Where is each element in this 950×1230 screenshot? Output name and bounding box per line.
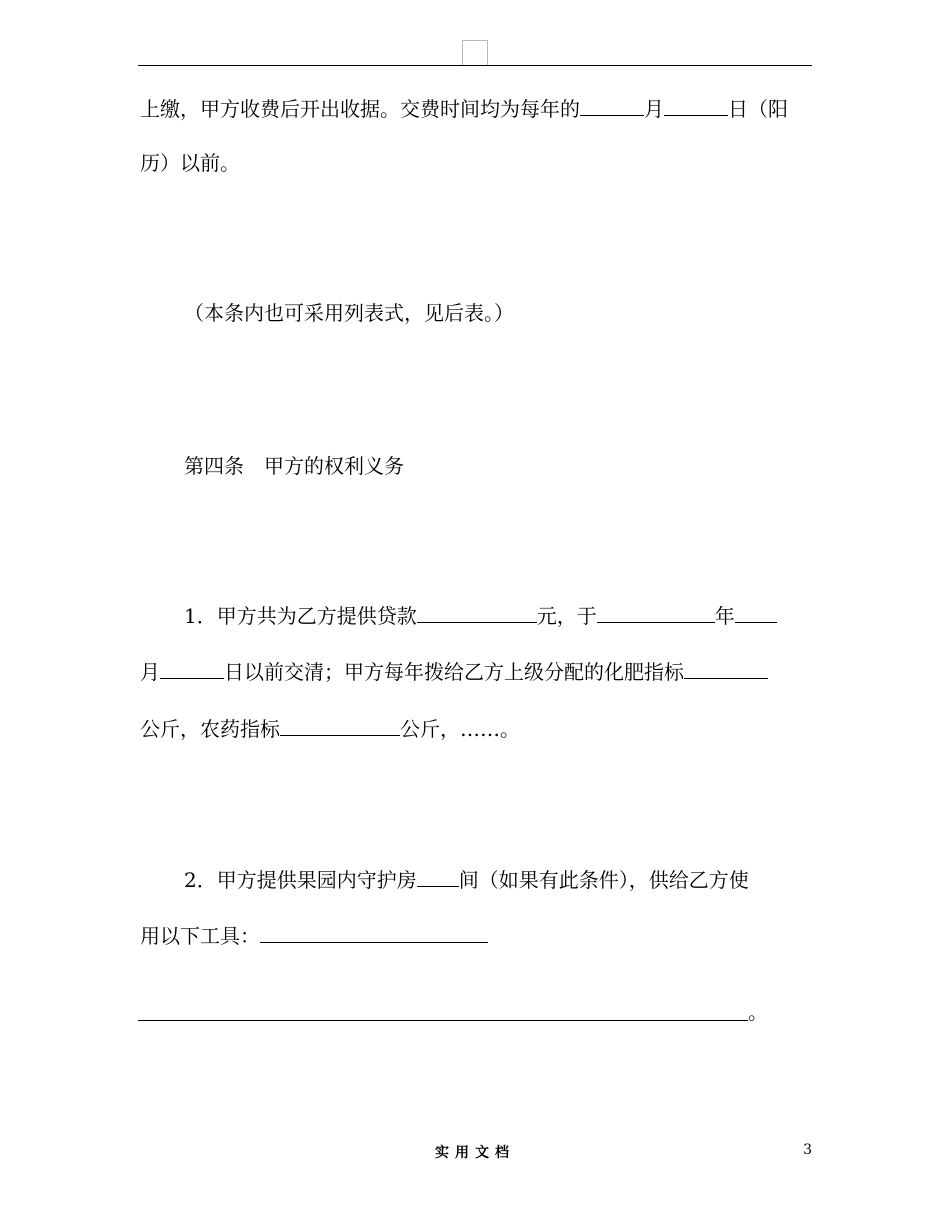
tools-long-blank [138,1020,748,1021]
tools-text: 用以下工具： [140,924,260,948]
note-text: （本条内也可采用列表式，见后表。） [184,301,514,325]
payment-text-cont: 历）以前。 [140,151,240,175]
loan-text: 1．甲方共为乙方提供贷款 [184,604,417,628]
day-blank [664,93,728,116]
month-blank [580,93,644,116]
loan-amount-blank [417,600,537,623]
rooms-blank [417,864,459,887]
article-four-title: 第四条 甲方的权利义务 [184,454,404,478]
guardhouse-rest: 间（如果有此条件），供给乙方使 [458,868,749,892]
item-two-line2 [140,920,812,950]
fertilizer-blank [684,656,768,679]
note-line [184,299,856,327]
fertilizer-text: 日以前交清；甲方每年拨给乙方上级分配的化肥指标 [224,660,684,684]
footer-label: 实用文档 [435,1145,515,1161]
paragraph-payment-cont [140,149,812,177]
tools-end [748,998,778,1026]
month-label: 月 [644,97,664,121]
item-one-line1 [184,600,812,630]
pesticide-blank [280,713,400,736]
header-rule [138,65,812,66]
month-blank-2 [735,600,777,623]
page-number: 3 [803,1142,812,1158]
item-one-line2 [140,656,812,686]
day-blank-2 [160,656,224,679]
pesticide-unit: 公斤，……。 [400,717,520,741]
tools-end-mark: 。 [748,1000,768,1024]
yuan-label: 元，于 [536,604,597,628]
year-label: 年 [714,604,735,628]
article-four-heading [184,452,856,480]
tools-blank [260,920,488,943]
year-blank [597,600,715,623]
guardhouse-text: 2．甲方提供果园内守护房 [184,868,417,892]
month-label-2: 月 [140,660,160,684]
payment-text: 上缴，甲方收费后开出收据。交费时间均为每年的 [140,97,580,121]
item-two-line1 [184,864,812,894]
day-label: 日（阳 [728,97,788,121]
item-one-line3 [140,713,812,743]
header-box [462,40,488,65]
pesticide-text: 公斤，农药指标 [140,717,280,741]
paragraph-payment [140,93,812,123]
